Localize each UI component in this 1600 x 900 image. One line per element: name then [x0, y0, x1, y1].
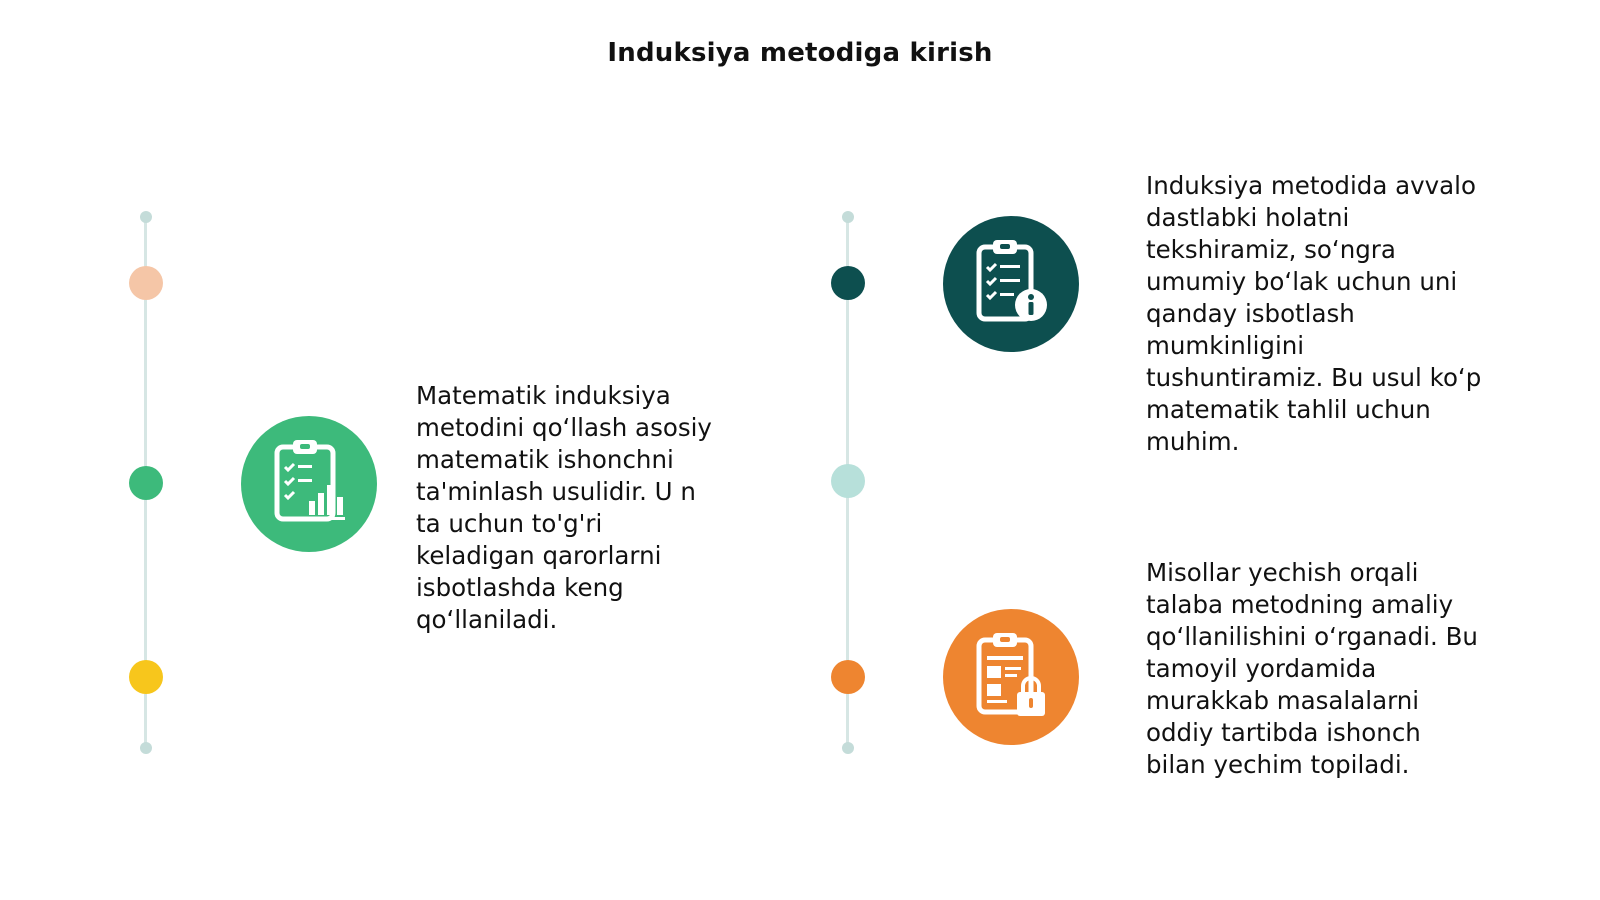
- clipboard-chart-icon: [271, 439, 347, 529]
- clipboard-info-icon: [973, 239, 1049, 329]
- text-line: tushuntiramiz. Bu usul ko‘p: [1146, 363, 1482, 392]
- timeline-start-cap: [140, 211, 152, 223]
- page-title: Induksiya metodiga kirish: [607, 38, 993, 68]
- text-line: qo‘llaniladi.: [416, 605, 558, 634]
- badge-dark-teal: [943, 216, 1079, 352]
- timeline-dot-peach: [129, 266, 163, 300]
- text-line: metodini qo‘llash asosiy: [416, 413, 712, 442]
- item-2-text: [1146, 170, 1566, 458]
- text-line: ta uchun to'g'ri: [416, 509, 603, 538]
- text-line: oddiy tartibda ishonch: [1146, 718, 1421, 747]
- badge-green: [241, 416, 377, 552]
- timeline-dot-orange: [831, 660, 865, 694]
- text-line: tekshiramiz, so‘ngra: [1146, 235, 1396, 264]
- text-line: matematik tahlil uchun: [1146, 395, 1431, 424]
- item-1-text: [416, 380, 756, 636]
- text-line: murakkab masalalarni: [1146, 686, 1420, 715]
- timeline-end-cap: [140, 742, 152, 754]
- text-line: muhim.: [1146, 427, 1240, 456]
- text-line: ta'minlash usulidir. U n: [416, 477, 696, 506]
- timeline-start-cap: [842, 211, 854, 223]
- timeline-dot-yellow: [129, 660, 163, 694]
- text-line: tamoyil yordamida: [1146, 654, 1377, 683]
- text-line: Misollar yechish orqali: [1146, 558, 1419, 587]
- text-line: isbotlashda keng: [416, 573, 624, 602]
- text-line: qanday isbotlash: [1146, 299, 1355, 328]
- text-line: umumiy bo‘lak uchun uni: [1146, 267, 1458, 296]
- timeline-dot-light-teal: [831, 464, 865, 498]
- clipboard-lock-icon: [973, 632, 1049, 722]
- item-3-text: [1146, 557, 1566, 781]
- badge-orange: [943, 609, 1079, 745]
- timeline-dot-green: [129, 466, 163, 500]
- text-line: qo‘llanilishini o‘rganadi. Bu: [1146, 622, 1478, 651]
- text-line: talaba metodning amaliy: [1146, 590, 1454, 619]
- text-line: keladigan qarorlarni: [416, 541, 662, 570]
- text-line: Matematik induksiya: [416, 381, 671, 410]
- timeline-dot-dark-teal: [831, 266, 865, 300]
- text-line: matematik ishonchni: [416, 445, 674, 474]
- timeline-end-cap: [842, 742, 854, 754]
- text-line: Induksiya metodida avvalo: [1146, 171, 1476, 200]
- text-line: bilan yechim topiladi.: [1146, 750, 1410, 779]
- text-line: mumkinligini: [1146, 331, 1305, 360]
- text-line: dastlabki holatni: [1146, 203, 1350, 232]
